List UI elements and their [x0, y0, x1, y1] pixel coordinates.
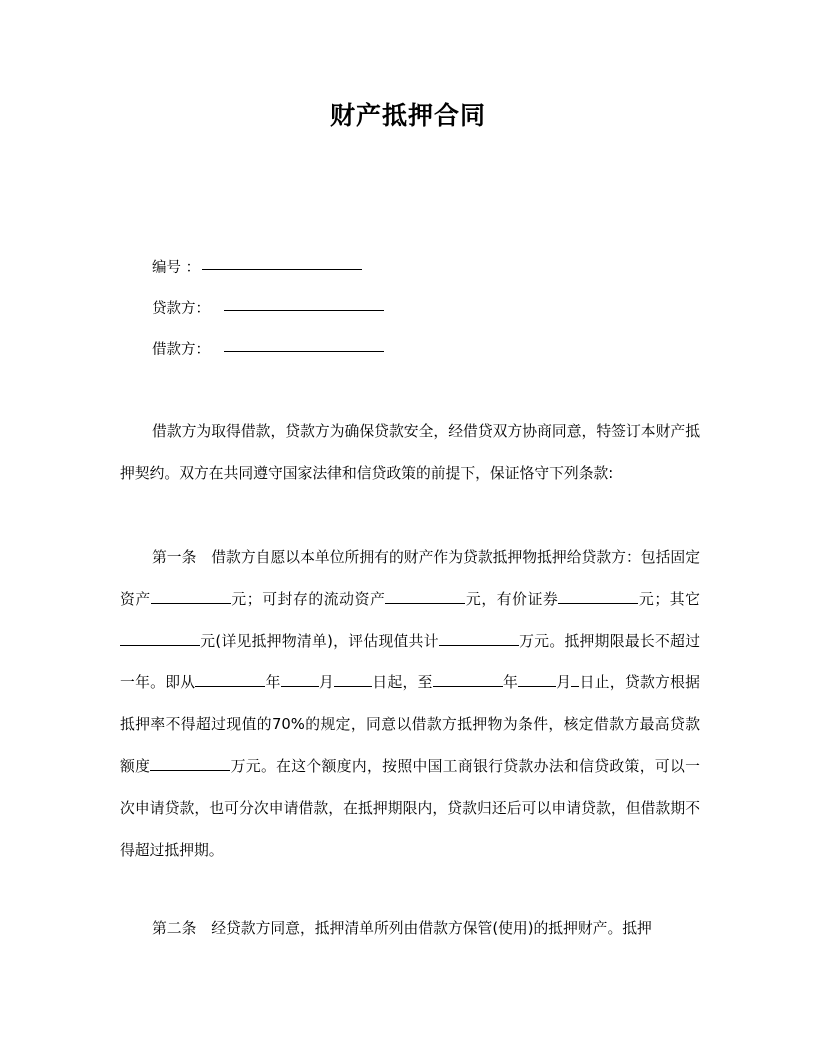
blank-current-assets[interactable] — [385, 588, 465, 604]
article-1-text: 月 — [318, 674, 335, 692]
article-1-paragraph — [120, 537, 700, 871]
blank-credit-limit[interactable] — [150, 755, 230, 771]
article-1-text: 日起，至 — [372, 674, 433, 692]
intro-paragraph: 借款方为取得借款，贷款方为确保贷款安全，经借贷双方协商同意，特签订本财产抵押契约。双方在共同遵守国家法律和信贷政策的前提下，保证恪守下列条款: — [120, 423, 700, 482]
field-blank-lender[interactable] — [224, 293, 384, 311]
article-1-text: 月 — [556, 674, 572, 692]
blank-securities[interactable] — [558, 588, 638, 604]
field-lender — [152, 295, 384, 336]
article-1-text: 日止，贷款方根据抵押率不得超过现值的70%的规定，同意以借款方抵押物为条件，核定借款方最高贷款额度 — [120, 674, 700, 775]
field-label-lender: 贷款方： — [152, 301, 210, 317]
blank-total-value[interactable] — [439, 630, 519, 646]
article-1-text: 第一条 借款方自愿以本单位所拥有的财产作为贷款抵押物抵押给贷款方：包括固定资产 — [120, 549, 700, 608]
article-1-text: 元(详见抵押物清单)，评估现值共计 — [200, 632, 439, 650]
contract-fields — [152, 254, 384, 377]
blank-other-assets[interactable] — [120, 630, 200, 646]
article-1-text: 年 — [502, 674, 519, 692]
blank-end-month[interactable] — [518, 671, 556, 687]
article-1-text: 元；其它 — [638, 590, 700, 608]
article-1-text: 万元。在这个额度内，按照中国工商银行贷款办法和信贷政策，可以一次申请贷款，也可分次申请借款，在抵押期限内，贷款归还后可以申请贷款，但借款期不得超过抵押期。 — [120, 757, 700, 859]
blank-start-year[interactable] — [195, 671, 265, 687]
blank-fixed-assets[interactable] — [151, 588, 231, 604]
blank-start-month[interactable] — [281, 671, 319, 687]
blank-start-day[interactable] — [334, 671, 372, 687]
article-1-text: 元；可封存的流动资产 — [230, 590, 386, 608]
article-2-paragraph: 第二条 经贷款方同意，抵押清单所列由借款方保管(使用)的抵押财产。抵押 — [152, 920, 652, 937]
field-contract-number — [152, 254, 384, 295]
field-label-number: 编号 ： — [152, 260, 201, 276]
field-label-borrower: 借款方： — [152, 342, 210, 358]
field-borrower — [152, 336, 384, 377]
field-blank-number[interactable] — [202, 252, 362, 270]
article-1-text: 万元。抵押期限最长不超过一年。即从 — [120, 632, 700, 692]
field-blank-borrower[interactable] — [224, 334, 384, 352]
article-1-text: 年 — [265, 674, 281, 692]
blank-end-year[interactable] — [433, 671, 503, 687]
article-1-text: 元，有价证券 — [465, 590, 559, 608]
document-title: 财产抵押合同 — [329, 101, 486, 130]
